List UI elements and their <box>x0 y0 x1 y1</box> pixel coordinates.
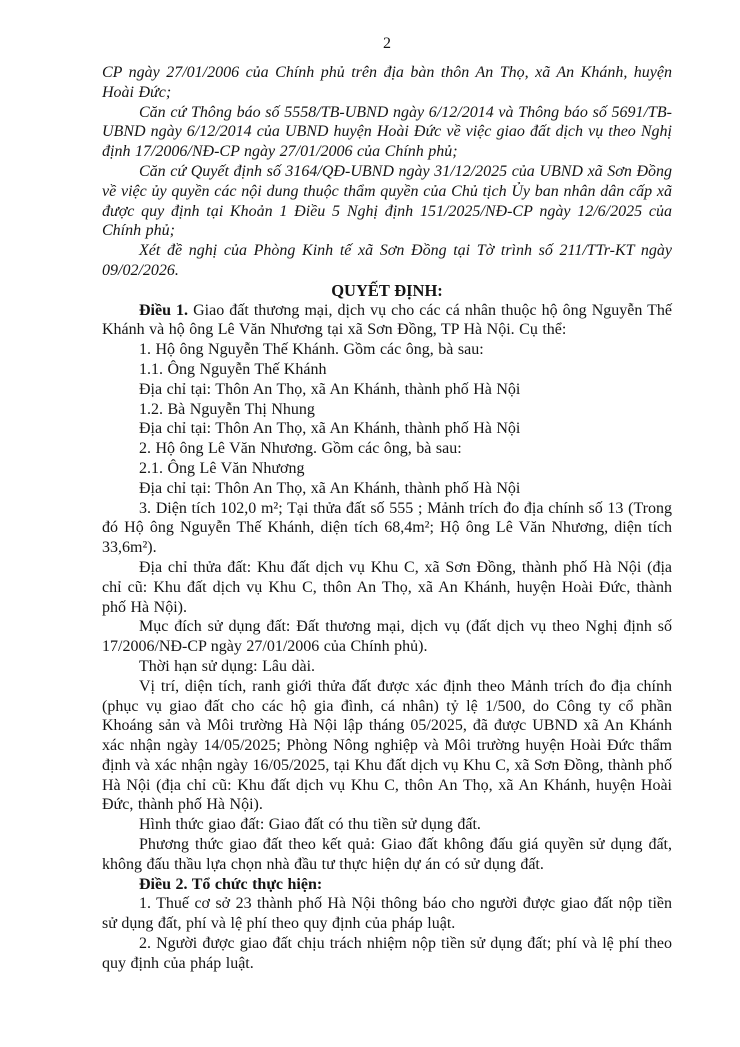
decision-title: QUYẾT ĐỊNH: <box>331 280 443 300</box>
article-1-clause-household-2: 2. Hộ ông Lê Văn Nhương. Gồm các ông, bà sau: <box>139 440 462 458</box>
document-body <box>102 63 672 974</box>
article-2-heading: Điều 2. Tổ chức thực hiện: <box>139 875 323 893</box>
page-number: 2 <box>383 35 391 52</box>
article-1-clause-address-1-2: Địa chỉ tại: Thôn An Thọ, xã An Khánh, thành phố Hà Nội <box>139 420 521 438</box>
article-1-clause-address-1-1: Địa chỉ tại: Thôn An Thọ, xã An Khánh, thành phố Hà Nội <box>139 380 521 398</box>
article-1-clause-person-1-1: 1.1. Ông Nguyễn Thế Khánh <box>139 360 327 378</box>
article-1-clause-land-purpose: Mục đích sử dụng đất: Đất thương mại, dịch vụ (đất dịch vụ theo Nghị định số 17/2006/NĐ-CP ngày 27/01/2006 của Chính phủ). <box>102 618 672 656</box>
article-1-clause-parcel-address: Địa chỉ thửa đất: Khu đất dịch vụ Khu C, xã Sơn Đồng, thành phố Hà Nội (địa chỉ cũ: Khu đất dịch vụ Khu C, thôn An Thọ, xã An Khánh, huyện Hoài Đức, thành phố Hà Nội). <box>102 558 672 616</box>
article-1-clause-allocation-form: Hình thức giao đất: Giao đất có thu tiền sử dụng đất. <box>139 816 481 834</box>
article-1-intro <box>102 301 672 341</box>
article-1-clause-household-1: 1. Hộ ông Nguyễn Thế Khánh. Gồm các ông, bà sau: <box>139 341 484 359</box>
preamble-paragraph-3: Căn cứ Quyết định số 3164/QĐ-UBND ngày 31/12/2025 của UBND xã Sơn Đồng về việc ủy quyền các nội dung thuộc thẩm quyền của Chủ tịch Ủy ban nhân dân cấp xã được quy định tại Khoản 1 Điều 5 Nghị định 151/2025/NĐ-CP ngày 12/6/2025 của Chính phủ; <box>102 162 672 240</box>
article-1-clause-allocation-method: Phương thức giao đất theo kết quả: Giao đất không đấu giá quyền sử dụng đất, không đấu thầu lựa chọn nhà đầu tư thực hiện dự án có sử dụng đất. <box>102 836 672 873</box>
article-1-clause-location: Vị trí, diện tích, ranh giới thửa đất được xác định theo Mảnh trích đo địa chính (phục vụ giao đất cho các hộ gia đình, cá nhân) tỷ lệ 1/500, do Công ty cổ phần Khoáng sản và Môi trường Hà Nội lập tháng 05/2025, đã được UBND xã An Khánh xác nhận ngày 14/05/2025; Phòng Nông nghiệp và Môi trường huyện Hoài Đức thẩm định và xác nhận ngày 16/05/2025, tại Khu đất dịch vụ Khu C, xã Sơn Đồng, thành phố Hà Nội (địa chỉ cũ: Khu đất dịch vụ Khu C, thôn An Thọ, xã An Khánh, huyện Hoài Đức, thành phố Hà Nội). <box>102 677 672 814</box>
article-1-intro-text: Giao đất thương mại, dịch vụ cho các cá nhân thuộc hộ ông Nguyễn Thế Khánh và hộ ông Lê Văn Nhương tại xã Sơn Đồng, TP Hà Nội. Cụ thể: <box>102 301 673 339</box>
article-1-clause-area: 3. Diện tích 102,0 m²; Tại thửa đất số 555 ; Mảnh trích đo địa chính số 13 (Trong đó Hộ ông Nguyễn Thế Khánh, diện tích 68,4m²; Hộ ông Lê Văn Nhương, diện tích 33,6m²). <box>102 499 672 557</box>
article-1-label: Điều 1. <box>139 301 189 319</box>
article-1-clause-person-1-2: 1.2. Bà Nguyễn Thị Nhung <box>139 400 315 418</box>
article-2-clause-2: 2. Người được giao đất chịu trách nhiệm nộp tiền sử dụng đất; phí và lệ phí theo quy định của pháp luật. <box>102 935 672 972</box>
article-2-clause-1: 1. Thuế cơ sở 23 thành phố Hà Nội thông báo cho người được giao đất nộp tiền sử dụng đất, phí và lệ phí theo quy định của pháp luật. <box>102 895 672 933</box>
preamble-paragraph-1: CP ngày 27/01/2006 của Chính phủ trên địa bàn thôn An Thọ, xã An Khánh, huyện Hoài Đức; <box>102 64 672 101</box>
preamble-paragraph-2: Căn cứ Thông báo số 5558/TB-UBND ngày 6/12/2014 và Thông báo số 5691/TB-UBND ngày 6/12/2014 của UBND huyện Hoài Đức về việc giao đất dịch vụ theo Nghị định 17/2006/NĐ-CP ngày 27/01/2006 của Chính phủ; <box>102 103 672 161</box>
article-1-clause-duration: Thời hạn sử dụng: Lâu dài. <box>139 657 316 675</box>
article-1-clause-address-2-1: Địa chỉ tại: Thôn An Thọ, xã An Khánh, thành phố Hà Nội <box>139 479 521 497</box>
preamble-paragraph-4: Xét đề nghị của Phòng Kinh tế xã Sơn Đồng tại Tờ trình số 211/TTr-KT ngày 09/02/2026. <box>102 242 672 279</box>
article-1-clause-person-2-1: 2.1. Ông Lê Văn Nhương <box>139 459 305 477</box>
